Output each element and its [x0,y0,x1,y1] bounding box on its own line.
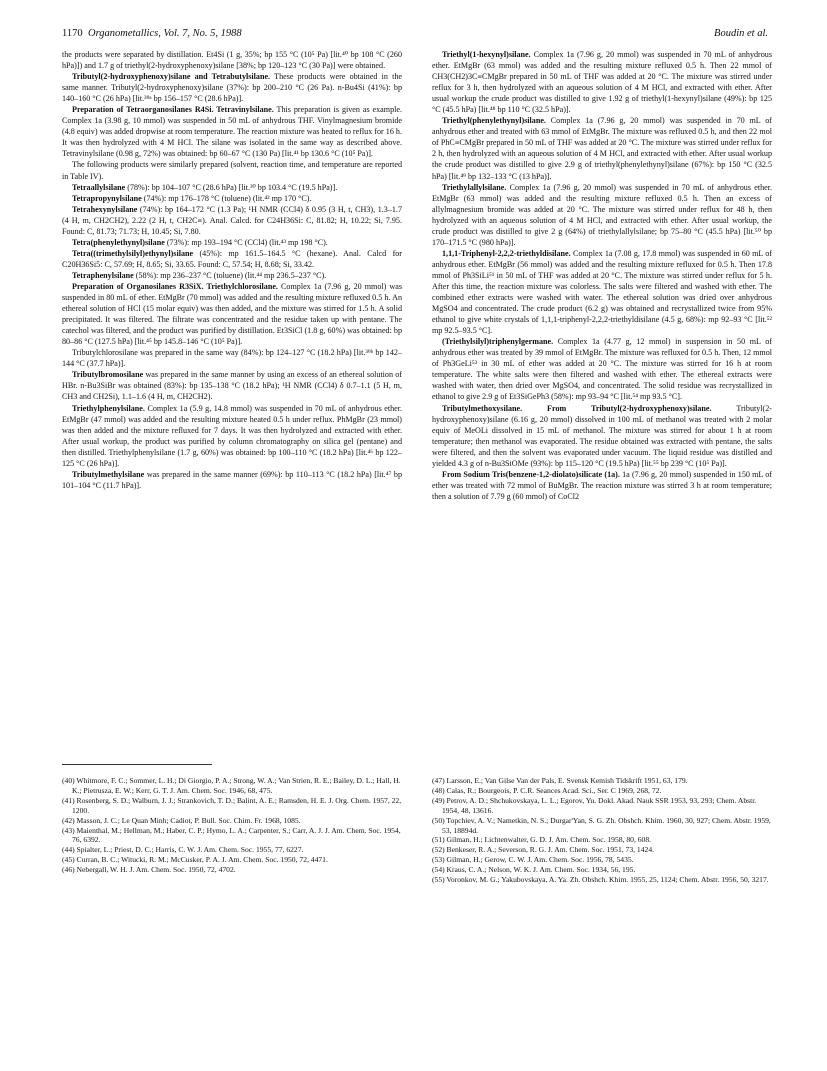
paragraph-body: This preparation is given as example. Complex 1a (3.98 g, 10 mmol) was suspended in 50 mL of anhydrous THF. Vinylmagnesium bromide (4.8 equiv) was added dropwise at room temperature. The reaction mixture was heated to reflux for 16 h. It was then hydrolyzed with 4 M HCl. The silane was isolated in the same way as described above. Tetravinylsilane (0.98 g, 72%) was obtained: bp 60–67 °C (130 Pa) [lit.⁴¹ bp 130.6 °C (10⁵ Pa)]. [62,105,402,159]
paragraph-heading: Triethyl(1-hexynyl)silane. [442,50,531,59]
paragraph-body: Tributyl(2-hydroxyphenoxy)silane (6.16 g, 20 mmol) dissolved in 100 mL of methanol was treated with 2 molar equiv of MeOLi dissolved in 15 mL of methanol. The mixture was stirred for about 1 h at room temperature; then methanol was evaporated. The residue obtained was extracted with pentane, the salts were filtered, and then the solvent was evaporated under vacuum. The liquid residue was distilled and yielded 4.3 g of n-Bu3SiOMe (93%): bp 115–120 °C (19.5 hPa) [lit.⁵⁵ bp 239 °C (10⁵ Pa)]. [432,403,772,468]
reference-item: (52) Benkeser, R. A.; Severson, R. G. J. Am. Chem. Soc. 1951, 73, 1424. [432,845,655,855]
paragraph-body: the products were separated by distillation. Et4Si (1 g, 35%; bp 155 °C (10⁵ Pa) [lit.⁴⁰ bp 108 °C (260 hPa)]) and 1.7 g of triethyl(2-hydroxyphenoxy)silane [38%; bp 120–123 °C (30 Pa)] were obtained. [62,50,402,71]
paragraph [432,182,772,248]
paragraph-heading: Tetra((trimethylsilyl)ethynyl)silane [72,248,194,258]
paragraph-body: Complex 1a (7.08 g, 17.8 mmol) was suspended in 60 mL of anhydrous ether. EtMgBr (56 mmol) was added and the resulting mixture refluxed for 0.5 h. Then 17.8 mmol of Ph3SiLi⁵¹ in 50 mL of THF was added at 20 °C. The mixture was stirred under reflux for 5 h. After this time, the reaction mixture was colorless. The salts were filtered and washed with ether. The combined ether extracts were washed with water. The ethereal solution was dried over anhydrous MgSO4 and concentrated. The crude product (6.2 g) was obtained and recrystallized twice from 95% ethanol to give white crystals of 1,1,1-triphenyl-2,2,2-triethyldisilane (4.5 g, 68%): mp 92–93 °C [lit.⁵² mp 92.5–93.5 °C]. [432,248,772,336]
paragraph-heading: Tetra(phenylethynyl)silane [72,237,165,247]
paragraph-body: (58%): mp 236–237 °C (toluene) (lit.⁴⁴ mp 236.5–237 °C). [135,270,327,280]
reference-item: (40) Whitmore, F. C.; Sommer, L. H.; Di Giorgio, P. A.; Strong, W. A.; Van Strien, R. E.; Bailey, D. L.; Hall, H. K.; Pietrusza, E. W.; Kerr, G. T. J. Am. Chem. Soc. 1946, 68, 475. [62,776,401,795]
paragraph-body: was prepared in the same manner (69%): bp 110–113 °C (18.2 hPa) [lit.⁴⁷ bp 101–104 °C (11.7 hPa)]. [62,469,402,490]
paragraph-body: Complex 1a (7.96 g, 20 mmol) was suspended in 70 mL of anhydrous ether and treated with 63 mmol of EtMgBr. The mixture was refluxed 0.5 h, and then 22 mol of PhC≡CMgBr prepared in 50 mL of THF was added at 20 °C. The mixture was stirred under reflux for 2 h, then hydrolyzed with an aqueous solution of 4 M HCl, and extracted with ether. After usual workup the crude product was distilled to give 2.9 g of triethyl(phenylethynyl)silane (67%): bp 150 °C (32.5 hPa) [lit.⁴⁹ bp 132–133 °C (13 hPa)]. [432,116,772,181]
paragraph-body: (74%): mp 176–178 °C (toluene) (lit.⁴² mp 170 °C). [143,193,312,203]
paragraph-heading: Tributylbromosilane [72,370,144,380]
reference-item: (45) Curran, B. C.; Witucki, R. M.; McCusker, P. A. J. Am. Chem. Soc. 1950, 72, 4471. [62,855,328,865]
paragraph-heading: Preparation of Organosilanes R3SiX. Triethylchlorosilane. [72,281,278,291]
paragraph-body: These products were obtained in the same manner. Tributyl(2-hydroxyphenoxy)silane (37%): bp 200–210 °C (26 Pa). n-Bu4Si (41%): bp 140–160 °C (26 hPa) [lit.³⁹ᵃ bp 156–157 °C (28.6 hPa)]. [62,72,402,104]
paragraph [62,469,402,491]
paragraph-heading: Triethyl(phenylethynyl)silane. [442,116,546,126]
paragraph [62,71,402,104]
references-right [432,776,772,1056]
paragraph [62,49,402,71]
paragraph-body: Tributylchlorosilane was prepared in the same way (84%): bp 124–127 °C (18.2 hPa) [lit.³⁹ᵇ bp 142–144 °C (37.7 hPa)]. [62,348,402,369]
reference-item: (42) Masson, J. C.; Le Quan Minh; Cadiot, P. Bull. Soc. Chim. Fr. 1968, 1085. [62,815,301,825]
paragraph [62,182,402,193]
reference-item: (48) Calas, R.; Bourgeois, P. C.R. Seances Acad. Sci., Ser. C 1969, 268, 72. [432,785,662,795]
paragraph [62,237,402,248]
reference-item: (44) Spialter, L.; Priest, D. C.; Harris, C. W. J. Am. Chem. Soc. 1955, 77, 6227. [62,845,304,855]
paragraph [432,403,772,469]
paragraph [62,270,402,281]
paragraph [62,281,402,347]
paragraph-heading: Tributyl(2-hydroxyphenoxy)silane and Tetrabutylsilane. [72,72,271,82]
paragraph-heading: 1,1,1-Triphenyl-2,2,2-triethyldisilane. [442,248,571,258]
running-author: Boudin et al. [714,28,768,39]
paragraph [432,469,772,502]
paragraph-heading: Triethylphenylsilane. [72,403,145,413]
reference-item: (47) Larsson, E.; Van Gilse Van der Pals, E. Svensk Kemish Tidskrift 1951, 63, 179. [432,776,688,785]
reference-item: (43) Maienthal, M.; Hellman, M.; Haber, C. P.; Hymo, L. A.; Carpenter, S.; Carr, A. J. J. Am. Chem. Soc. 1954, 76, 6392. [62,825,401,845]
paragraph-body: Complex 1a (7.96 g, 20 mmol) was suspended in 70 mL of anhydrous ether. EtMgBr (63 mmol) was added and the resulting mixture refluxed 0.5 h. Then 22 mmol of CH3(CH2)3C≡CMgBr prepared in 50 mL of THF was added at 20 °C. The mixture was stirred under reflux for 3 h, then hydrolyzed with an aqueous solution of 4 M HCl, and extracted with ether. After usual workup the crude product was distilled to give 1.92 g of triethyl(1-hexynyl)silane (49%): bp 125 °C (45.5 hPa) [lit.⁴⁸ bp 110 °C (32.5 hPa)]. [432,50,772,115]
paragraph-body: (73%): mp 193–194 °C (CCl4) (lit.⁴³ mp 198 °C). [166,237,328,247]
paragraph [62,204,402,237]
paragraph-body: 1a (7.96 g, 20 mmol) suspended in 150 mL of ether was treated with 72 mmol of BuMgBr. The reaction mixture was stirred 3 h at room temperature; then a solution of 7.79 g (60 mmol) of CoCl2 [432,469,772,501]
references-left [62,776,402,1056]
paragraph-body: Complex 1a (7.96 g, 20 mmol) was suspended in 80 mL of ether. EtMgBr (70 mmol) was added and the resulting mixture refluxed 0.5 h. An ethereal solution of HCl (15 molar equiv) was then added, and the mixture was stirred for 1.5 h. A solid precipitated. It was filtered. The filtrate was concentrated and the residue taken up with pentane. The catechol was filtered, and the product was purified by distillation. Et3SiCl (1.8 g, 60%) was obtained: bp 80–86 °C (127.5 hPa) [lit.⁴⁵ bp 145.8–146 °C (10⁵ Pa)]. [62,281,402,347]
paragraph-heading: Tetrapropynylsilane [72,193,142,203]
paragraph-heading: From Sodium Tris(benzene-1,2-diolato)silicate (1a). [442,469,620,479]
paragraph [62,248,402,270]
footnote-divider [62,764,212,765]
page-number: 1170 [62,28,83,39]
reference-item: (49) Petrov, A. D.; Shchukovskaya, L. L.; Egorov, Yu. Dokl. Akad. Nauk SSR 1953, 93, 293; Chem. Abstr. 1954, 48, 13616. [432,795,757,815]
paragraph-body: (45%): mp 161.5–164.5 °C (hexane). Anal. Calcd for C20H36Si5: C, 57.69; H, 8.65; Si, 33.65. Found: C, 57.54; H, 8.68; Si, 33.42. [62,248,402,269]
journal-citation: Organometallics, Vol. 7, No. 5, 1988 [88,28,242,39]
paragraph [62,347,402,369]
paragraph-body: The following products were similarly prepared (solvent, reaction time, and temperature are reported in Table IV). [62,160,402,181]
paragraph [62,159,402,181]
paragraph [432,115,772,181]
paragraph-body: Complex 1a (7.96 g, 20 mmol) was suspended in 70 mL of anhydrous ether. EtMgBr (63 mmol) was added and the resulting mixture refluxed 0.5 h. Then an excess of allylmagnesium bromide was added at 20 °C. The mixture was stirred under reflux for 48 h, then hydrolyzed with an aqueous solution of 4 M HCl, and extracted with ether. After usual workup, the crude product was distilled to give 2 g (64%) of triethylallylsilane; bp 75–80 °C (45.5 hPa) [lit.⁵⁰ bp 170–171.5 °C (980 hPa)]. [432,182,772,247]
reference-item: (51) Gilman, H.; Lichtenwalter, G. D. J. Am. Chem. Soc. 1958, 80, 608. [432,835,652,845]
paragraph-heading: Tetraphenylsilane [72,270,134,280]
paragraph-body: (74%): bp 164–172 °C (1.3 Pa); ¹H NMR (CCl4) δ 0.95 (3 H, t, CH3), 1.3–1.7 (4 H, m, CH2CH2), 2.22 (2 H, t, CH2C≡). Anal. Calcd. for C24H36Si: C, 81.82; H, 10.22; Si, 7.95. Found: C, 81.73; 71.73; H, 10.45; Si, 7.80. [62,204,402,236]
running-header [62,28,768,44]
right-text-column [432,49,772,759]
paragraph-body: Complex 1a (4.77 g, 12 mmol) in suspension in 50 mL of anhydrous ether was treated by 39 mmol of EtMgBr. The mixture was refluxed for 0.5 h. Then, 12 mmol of Ph3GeLi⁵³ in 30 mL of ether was added at 20 °C. The mixture was stirred for 16 h at room temperature. The white salts were then filtered and washed with ether. The ethereal extracts were washed with water, then dried over MgSO4, and concentrated. The solid residue was recrystallized in ethanol to give 2.9 g of Et3SiGePh3 (58%): mp 93–94 °C [lit.⁵⁴ mp 93.5 °C]. [432,337,772,402]
paragraph-heading: Triethylallylsilane. [442,182,507,192]
paragraph-heading: Tetraallylsilane [72,182,126,192]
reference-item: (41) Rosenberg, S. D.; Walburn, J. J.; Strankovich, T. D.; Balint, A. E.; Ramsden, H. E. J. Org. Chem. 1957, 22, 1200. [62,795,402,815]
paragraph [432,49,772,115]
paragraph [62,369,402,402]
paragraph [62,403,402,469]
paragraph-heading: Tributylmethoxysilane. From Tributyl(2-hydroxyphenoxy)silane. [442,403,712,413]
left-text-column [62,49,402,759]
reference-item: (46) Nebergall, W. H. J. Am. Chem. Soc. 1950, 72, 4702. [62,865,236,875]
reference-item: (50) Topchiev, A. V.; Nametkin, N. S.; Durgar'Yan, S. G. Zh. Obshch. Khim. 1960, 30, 927; Chem. Abstr. 1959, 53, 18894d. [432,815,771,835]
paragraph-body: (78%): bp 104–107 °C (28.6 hPa) [lit.³⁰ bp 103.4 °C (19.5 hPa)]. [127,182,338,192]
reference-item: (55) Voronkov, M. G.; Yakubovskaya, A. Ya. Zh. Obshch. Khim. 1955, 25, 1124; Chem. Abstr. 1956, 50, 3217. [432,875,769,885]
paragraph-heading: Tributylmethylsilane [72,469,145,479]
reference-item: (54) Kraus, C. A.; Nelson, W. K. J. Am. Chem. Soc. 1934, 56, 195. [432,865,636,875]
reference-item: (53) Gilman, H.; Gerow, C. W. J. Am. Chem. Soc. 1956, 78, 5435. [432,855,634,865]
paragraph-body: was prepared in the same manner by using an excess of an ethereal solution of HBr. n-Bu3SiBr was obtained (83%): bp 135–138 °C (18.2 hPa); ¹H NMR (CCl4) δ 0.7–1.1 (5 H, m, CH3 and CH2Si), 1.1–1.6 (4 H, m, CH2CH2). [62,370,402,402]
paragraph-body: Complex 1a (5.9 g, 14.8 mmol) was suspended in 70 mL of anhydrous ether. EtMgBr (47 mmol) was added and the resulting mixture heated 0.5 h under reflux. PhMgBr (23 mmol) was then added and the mixture refluxed for 7 days. It was then hydrolyzed and extracted with ether. After usual workup, the product was purified by column chromatography on silica gel (pentane) and then distilled. Triethylphenylsilane (1.7 g, 60%) was obtained: bp 100–110 °C (18.2 hPa) [lit.⁴⁶ bp 122–125 °C (26 hPa)]. [62,403,402,468]
paragraph [432,248,772,336]
paragraph [432,336,772,402]
paragraph [62,193,402,204]
paragraph-heading: Preparation of Tetraorganosilanes R4Si. Tetravinylsilane. [72,105,274,115]
paragraph [62,104,402,159]
paragraph-heading: Tetrahexynylsilane [72,204,138,214]
paragraph-heading: (Triethylsilyl)triphenylgermane. [442,337,554,347]
